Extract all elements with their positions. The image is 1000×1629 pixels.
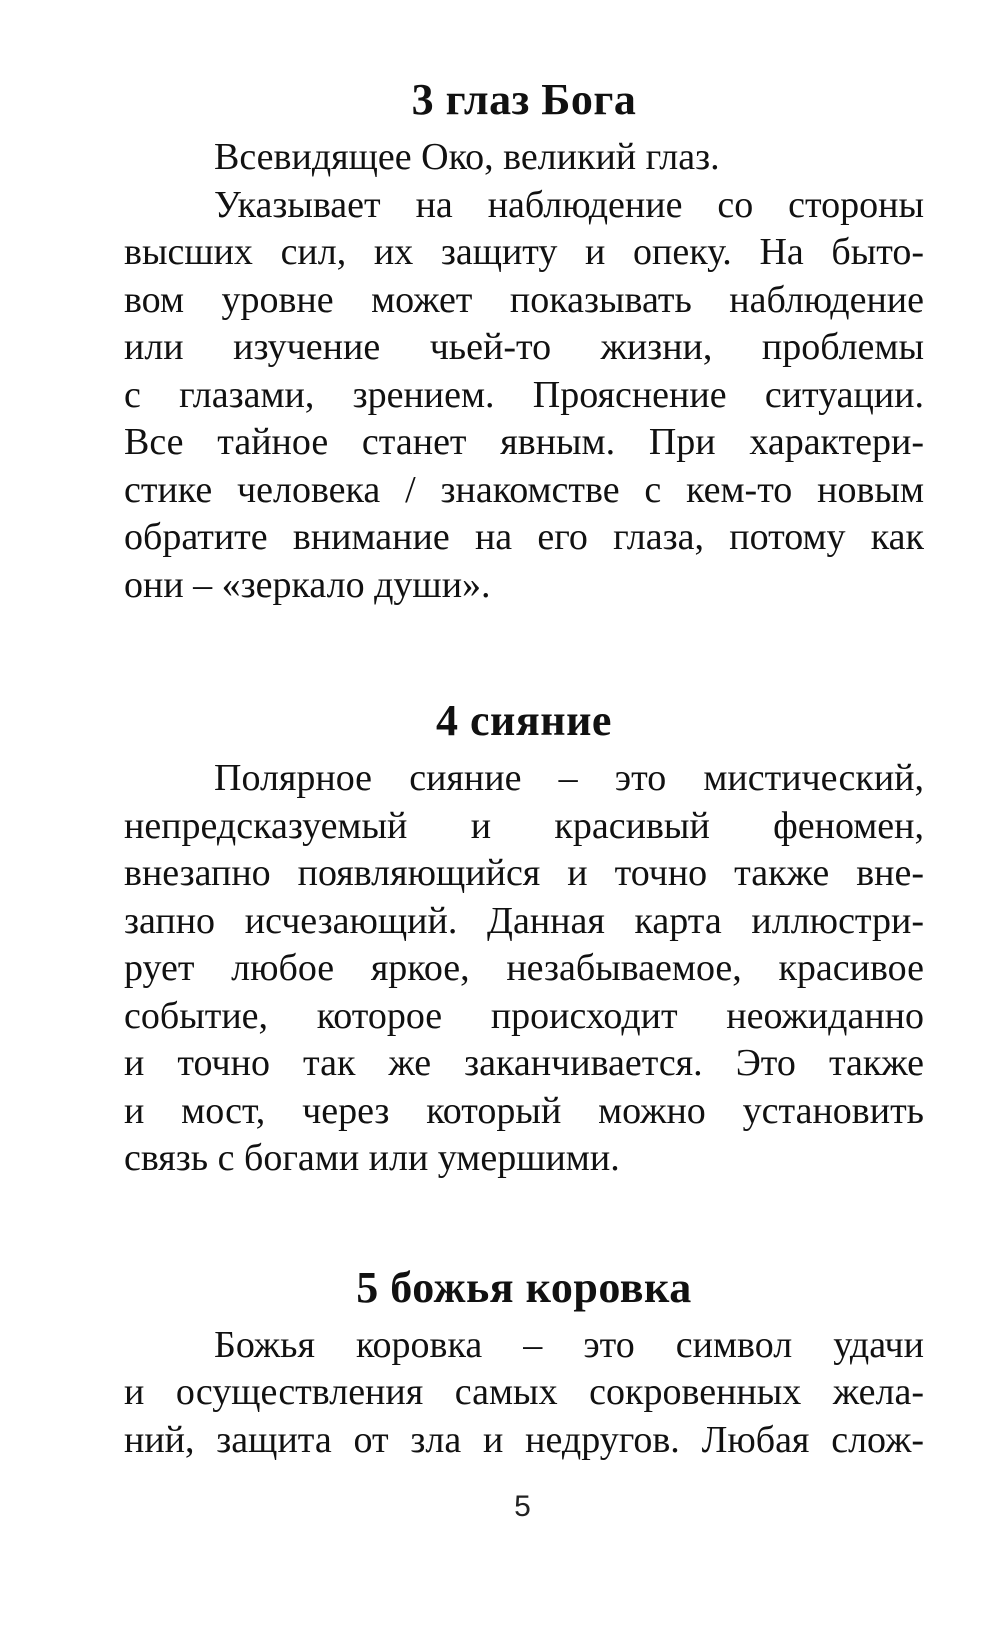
text-line: запно исчезающий. Данная карта иллюстри- [124, 899, 924, 942]
section-eye-of-god [124, 70, 924, 609]
text-line: или изучение чьей-то жизни, проблемы [124, 326, 924, 368]
text-line: Указывает на наблюдение со стороны [214, 183, 924, 226]
paragraph [124, 134, 924, 182]
paragraph [124, 1322, 924, 1465]
text-line: с глазами, зрением. Прояснение ситуации. [124, 373, 924, 416]
text-line: Полярное сияние – это мистический, [214, 757, 924, 799]
text-line: и точно так же заканчивается. Это также [124, 1042, 924, 1084]
page-content [124, 70, 924, 1464]
section-title: 5 божья коровка [356, 1262, 692, 1312]
text-line: Все тайное станет явным. При характери- [124, 421, 924, 463]
paragraph [124, 182, 924, 610]
text-line: они – «зеркало души». [124, 563, 491, 606]
text-line: вом уровне может показывать наблюдение [124, 278, 924, 321]
text-line: Божья коровка – это символ удачи [214, 1323, 924, 1366]
text-line: обратите внимание на его глаза, потому как [124, 516, 924, 558]
text-line: событие, которое происходит неожиданно [124, 994, 924, 1037]
paragraph [124, 755, 924, 1183]
section-ladybug [124, 1258, 924, 1465]
page-number: 5 [514, 1490, 531, 1523]
text-line: высших сил, их защиту и опеку. На быто- [124, 231, 924, 273]
section-title: 3 глаз Бога [411, 75, 637, 124]
text-line: связь с богами или умершими. [124, 1137, 620, 1179]
text-line: стике человека / знакомстве с кем-то новым [124, 468, 924, 511]
text-line: внезапно появляющийся и точно также вне- [124, 852, 924, 894]
section-title: 4 сияние [436, 696, 612, 745]
text-line: и осуществления самых сокровенных жела- [124, 1371, 924, 1413]
section-aurora [124, 691, 924, 1183]
text-line: Всевидящее Око, великий глаз. [214, 136, 720, 178]
text-line: и мост, через который можно установить [124, 1089, 924, 1132]
text-line: непредсказуемый и красивый феномен, [124, 804, 924, 847]
text-line: ний, защита от зла и недругов. Любая слож- [124, 1418, 924, 1461]
text-line: рует любое яркое, незабываемое, красивое [124, 947, 924, 989]
